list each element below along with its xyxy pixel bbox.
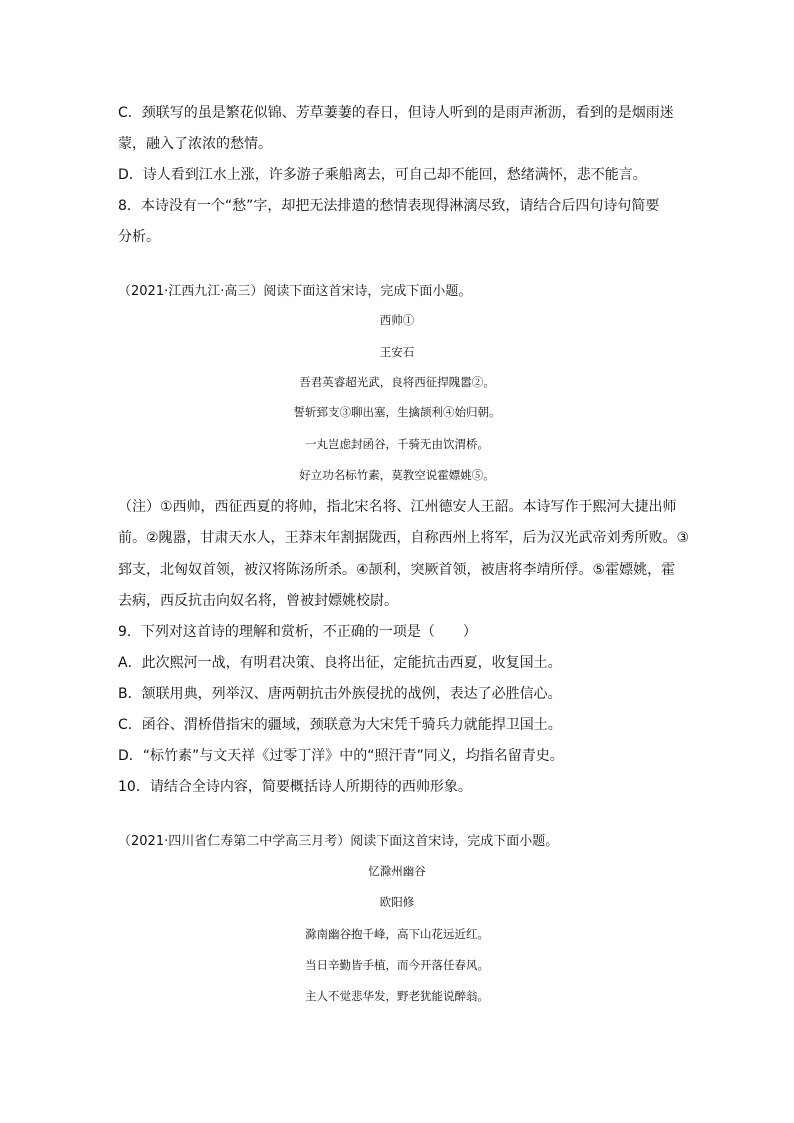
poem-author-2: 欧阳修 (379, 895, 415, 909)
question-9: 9．下列对这首诗的理解和赏析，不正确的一项是（ ） (118, 624, 477, 640)
option-c-line-1: C．颈联写的虽是繁花似锦、芳草萋萋的春日，但诗人听到的是雨声淅沥，看到的是烟雨迷 (118, 105, 674, 121)
question-9-option-c: C．函谷、渭桥借指宋的疆域，颈联意为大宋凭千骑兵力就能捍卫国土。 (118, 717, 562, 733)
question-9-option-d: D．“标竹素”与文天祥《过零丁洋》中的“照汗青”同义，均指名留青史。 (118, 748, 564, 764)
poem-line: 主人不觉悲华发，野老犹能说醉翁。 (305, 989, 489, 1003)
poem-author-1: 王安石 (379, 345, 415, 359)
question-9-option-b: B．颔联用典，列举汉、唐两朝抗击外族侵扰的战例，表达了必胜信心。 (118, 686, 562, 702)
note-line-4: 去病，西反抗击向奴名将，曾被封嫖姚校尉。 (118, 593, 398, 609)
note-line-2: 前。②隗嚣，甘肃天水人，王莽末年割据陇西，自称西州上将军，后为汉光武帝刘秀所败。③ (118, 530, 690, 546)
poem-title-2: 忆滁州幽谷 (368, 864, 426, 878)
poem-source-2: （2021·四川省仁寿第二中学高三月考）阅读下面这首宋诗，完成下面小题。 (118, 834, 559, 849)
option-c-line-2: 蒙，融入了浓浓的愁情。 (118, 136, 272, 152)
poem-source-1: （2021·江西九江·高三）阅读下面这首宋诗，完成下面小题。 (118, 284, 472, 299)
question-8-line-1: 8．本诗没有一个“愁”字，却把无法排遣的愁情表现得淋漓尽致，请结合后四句诗句简要 (118, 198, 660, 214)
question-10: 10．请结合全诗内容，简要概括诗人所期待的西帅形象。 (118, 779, 472, 795)
question-8-line-2: 分析。 (118, 229, 160, 245)
poem-line: 吾君英睿超光武，良将西征捍隗嚣②。 (299, 375, 495, 389)
question-9-option-a: A．此次熙河一战，有明君决策、良将出征，定能抗击西夏，收复国土。 (118, 655, 562, 671)
poem-line: 一丸岂虑封函谷，千骑无由饮渭桥。 (305, 437, 489, 451)
poem-line: 好立功名标竹素，莫教空说霍嫖姚⑤。 (299, 468, 495, 482)
poem-line: 滁南幽谷抱千峰，高下山花远近红。 (305, 927, 489, 941)
option-d: D．诗人看到江水上涨，许多游子乘船离去，可自己却不能回，愁绪满怀，悲不能言。 (118, 167, 647, 183)
note-line-3: 郅支，北匈奴首领，被汉将陈汤所杀。④颉利，突厥首领，被唐将李靖所俘。⑤霍嫖姚，霍 (118, 562, 676, 578)
poem-line: 誓斩郅支③聊出塞，生擒颉利④始归朝。 (293, 405, 501, 419)
poem-line: 当日辛勤皆手植，而今开落任春风。 (305, 958, 489, 972)
note-line-1: （注）①西帅，西征西夏的将帅，指北宋名将、江州德安人王韶。本诗写作于熙河大捷出师 (118, 499, 677, 515)
poem-title-1: 西帅① (379, 313, 415, 327)
